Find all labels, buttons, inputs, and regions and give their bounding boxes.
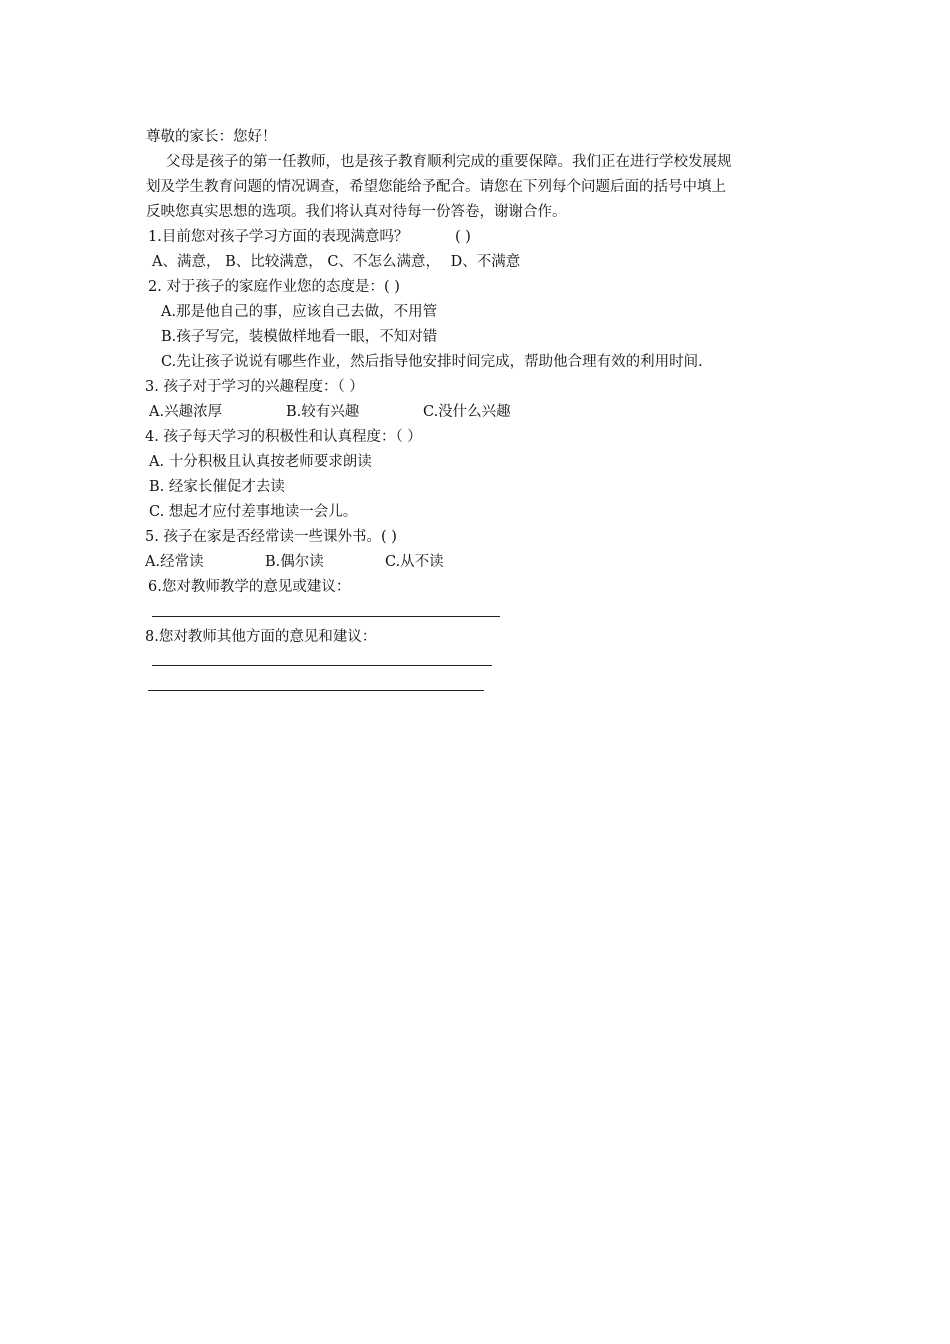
- intro-line-2: 划及学生教育问题的情况调查，希望您能给予配合。请您在下列每个问题后面的括号中填上: [146, 179, 726, 195]
- option-2b: B.孩子写完，装模做样地看一眼，不知对错: [161, 329, 438, 345]
- greeting: 尊敬的家长：您好！: [146, 129, 277, 145]
- option-2c: C.先让孩子说说有哪些作业，然后指导他安排时间完成，帮助他合理有效的利用时间.: [161, 354, 703, 370]
- option-2a: A.那是他自己的事，应该自己去做，不用管: [161, 304, 438, 320]
- answer-line-6[interactable]: [152, 616, 500, 617]
- intro-line-3: 反映您真实思想的选项。我们将认真对待每一份答卷，谢谢合作。: [146, 204, 567, 220]
- question-4-text: 4. 孩子每天学习的积极性和认真程度：（ ）: [145, 429, 422, 445]
- option-5a: A.经常读: [145, 554, 204, 570]
- option-4c: C. 想起才应付差事地读一会儿。: [149, 504, 358, 520]
- option-1a: A、满意，: [152, 254, 221, 270]
- option-1d: D、不满意: [450, 254, 521, 270]
- question-6-text: 6.您对教师教学的意见或建议：: [148, 579, 351, 595]
- option-1c: C、不怎么满意，: [327, 254, 440, 270]
- question-2-text: 2. 对于孩子的家庭作业您的态度是：( ): [148, 279, 400, 295]
- question-5-text: 5. 孩子在家是否经常读一些课外书。( ): [145, 529, 397, 545]
- option-3a: A.兴趣浓厚: [149, 404, 223, 420]
- question-8-text: 8.您对教师其他方面的意见和建议：: [145, 629, 377, 645]
- intro-line-1: 父母是孩子的第一任教师，也是孩子教育顺利完成的重要保障。我们正在进行学校发展规: [166, 154, 732, 170]
- option-4a: A. 十分积极且认真按老师要求朗读: [149, 454, 372, 470]
- question-1-answer-bracket[interactable]: ( ): [454, 229, 471, 245]
- question-1: [148, 227, 471, 247]
- question-1-text: 1.目前您对孩子学习方面的表现满意吗？: [148, 229, 409, 245]
- option-3b: B.较有兴趣: [286, 404, 360, 420]
- question-3-text: 3. 孩子对于学习的兴趣程度：（ ）: [145, 379, 364, 395]
- option-3c: C.没什么兴趣: [423, 404, 511, 420]
- answer-line-8b[interactable]: [148, 690, 484, 691]
- option-4b: B. 经家长催促才去读: [149, 479, 285, 495]
- option-5b: B.偶尔读: [265, 554, 324, 570]
- question-1-options: [152, 252, 520, 272]
- answer-line-8a[interactable]: [152, 665, 492, 666]
- option-5c: C.从不读: [385, 554, 444, 570]
- option-1b: B、比较满意，: [225, 254, 323, 270]
